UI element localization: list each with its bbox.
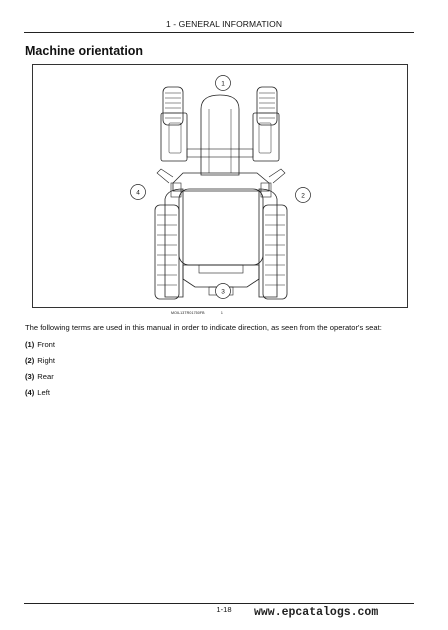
term-label: Right — [37, 356, 56, 365]
watermark: www.epcatalogs.com — [254, 606, 379, 619]
term-front — [25, 340, 55, 349]
page-title: Machine orientation — [25, 44, 144, 58]
term-label: Rear — [37, 372, 54, 381]
callout-rear-label: 3 — [221, 288, 225, 296]
front-left-wheel — [163, 87, 183, 125]
callout-left-label: 4 — [136, 189, 140, 197]
figure-number: 1 — [220, 311, 223, 315]
callout-right-label: 2 — [301, 192, 305, 200]
cab-roof — [179, 189, 263, 265]
term-number: (2) — [25, 356, 35, 365]
header-rule — [24, 32, 414, 33]
term-label: Left — [37, 388, 50, 397]
footer-rule — [24, 603, 414, 604]
page-number: 1-18 — [216, 605, 232, 614]
term-number: (4) — [25, 388, 35, 397]
hood — [201, 95, 239, 175]
term-right — [25, 356, 55, 365]
term-rear — [25, 372, 54, 381]
term-number: (1) — [25, 340, 35, 349]
term-left — [25, 388, 50, 397]
machine-orientation-figure — [32, 64, 408, 308]
front-right-wheel — [257, 87, 277, 125]
callout-front-label: 1 — [221, 80, 225, 88]
tractor-top-view-illustration — [33, 65, 409, 309]
figure-caption — [171, 311, 223, 315]
term-number: (3) — [25, 372, 35, 381]
section-title: 1 - GENERAL INFORMATION — [165, 19, 283, 29]
term-label: Front — [37, 340, 56, 349]
figure-code: MOIL13TR01750FB — [171, 311, 205, 315]
intro-paragraph: The following terms are used in this manual in order to indicate direction, as seen from the operator's seat: — [25, 323, 382, 332]
